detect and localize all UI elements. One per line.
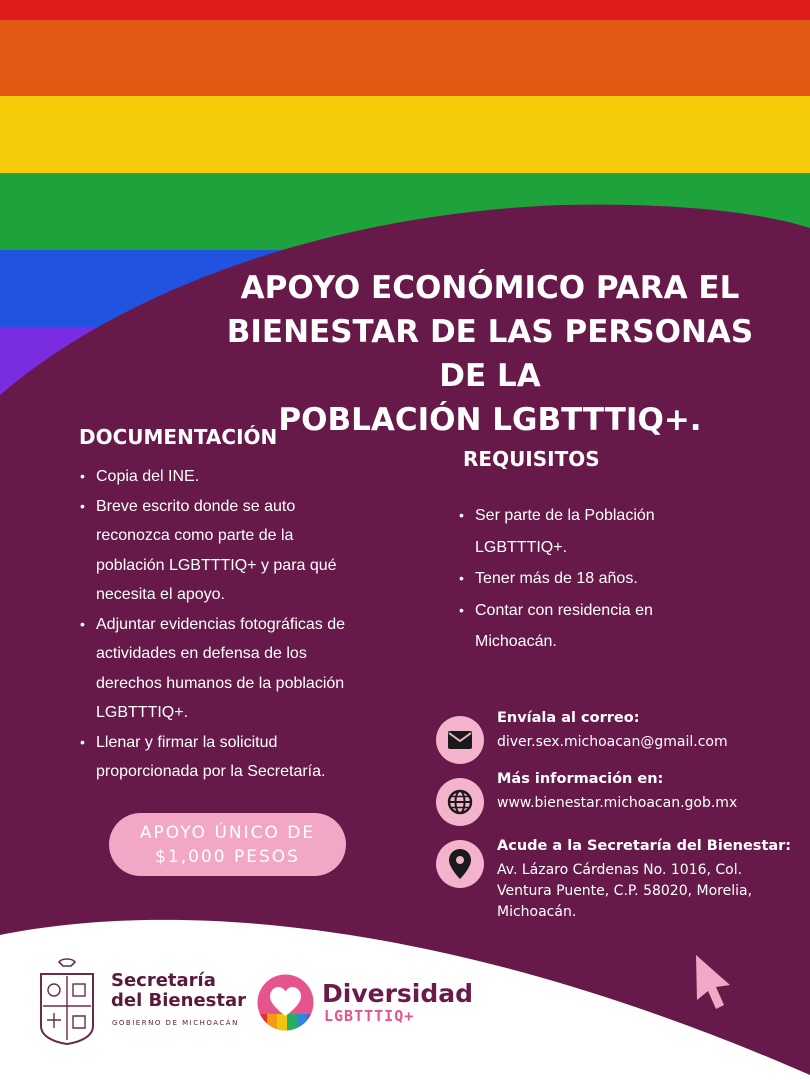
apoyo-amount: $1,000 PESOS (155, 846, 300, 867)
diversidad-heart-icon (257, 974, 314, 1031)
list-item (459, 563, 759, 595)
secretaria-logo-line1: Secretaría (111, 970, 216, 991)
list-item (80, 610, 410, 728)
web-label: Más información en: (497, 771, 664, 787)
diversidad-logo-title: Diversidad (322, 979, 474, 1008)
list-item (80, 462, 410, 492)
gobierno-label: GOBIERNO DE MICHOACÁN (112, 1019, 239, 1027)
michoacan-shield-icon (37, 956, 97, 1046)
requisitos-list (459, 500, 759, 658)
item-line: Adjuntar evidencias fotográficas de (96, 615, 346, 633)
item-line: Llenar y firmar la solicitud (96, 733, 278, 751)
list-item (459, 500, 759, 563)
address-line: Av. Lázaro Cárdenas No. 1016, Col. (497, 862, 743, 878)
envelope-glyph (448, 731, 472, 749)
item-line: proporcionada por la Secretaría. (96, 763, 326, 780)
apoyo-badge (109, 813, 346, 876)
email-label: Envíala al correo: (497, 710, 640, 726)
item-line: necesita el apoyo. (96, 586, 225, 603)
item-line: Tener más de 18 años. (475, 570, 638, 587)
list-item (80, 492, 410, 610)
map-pin-icon (436, 840, 484, 888)
item-line: Ser parte de la Población (475, 507, 655, 524)
diversidad-logo-subtitle: LGBTTTIQ+ (324, 1007, 415, 1025)
address-label: Acude a la Secretaría del Bienestar: (497, 838, 792, 854)
list-item (80, 728, 410, 787)
address-line: Michoacán. (497, 904, 577, 920)
cursor-arrow-icon (694, 953, 734, 1011)
item-line: actividades en defensa de los (96, 645, 307, 662)
email-link[interactable]: diver.sex.michoacan@gmail.com (497, 734, 728, 750)
documentacion-list (80, 462, 410, 787)
globe-glyph (447, 789, 473, 815)
item-line: Copia del INE. (96, 468, 200, 485)
item-line: Breve escrito donde se auto (96, 497, 296, 515)
secretaria-logo-line2: del Bienestar (111, 990, 246, 1011)
item-line: LGBTTTIQ+. (475, 538, 568, 556)
item-line: Michoacán. (475, 633, 557, 650)
title-line: POBLACIÓN LGBTTTIQ+. (278, 402, 702, 438)
item-line: derechos humanos de la población (96, 674, 345, 692)
page-title (205, 266, 775, 442)
item-line: Contar con residencia en (475, 601, 653, 619)
title-line: APOYO ECONÓMICO PARA EL (240, 270, 740, 306)
globe-icon (436, 778, 484, 826)
map-pin-glyph (449, 849, 471, 879)
item-line: población LGBTTTIQ+ y para qué (96, 556, 337, 574)
web-link[interactable]: www.bienestar.michoacan.gob.mx (497, 795, 738, 811)
list-item (459, 595, 759, 658)
title-line: BIENESTAR DE LAS PERSONAS DE LA (226, 314, 754, 394)
requisitos-heading: REQUISITOS (463, 447, 600, 471)
item-line: LGBTTTIQ+. (96, 704, 189, 721)
envelope-icon (436, 716, 484, 764)
apoyo-line: APOYO ÚNICO DE (139, 822, 316, 843)
address-line: Ventura Puente, C.P. 58020, Morelia, (497, 883, 753, 899)
address-text (497, 860, 752, 923)
documentacion-heading: DOCUMENTACIÓN (79, 425, 278, 449)
item-line: reconozca como parte de la (96, 527, 294, 544)
